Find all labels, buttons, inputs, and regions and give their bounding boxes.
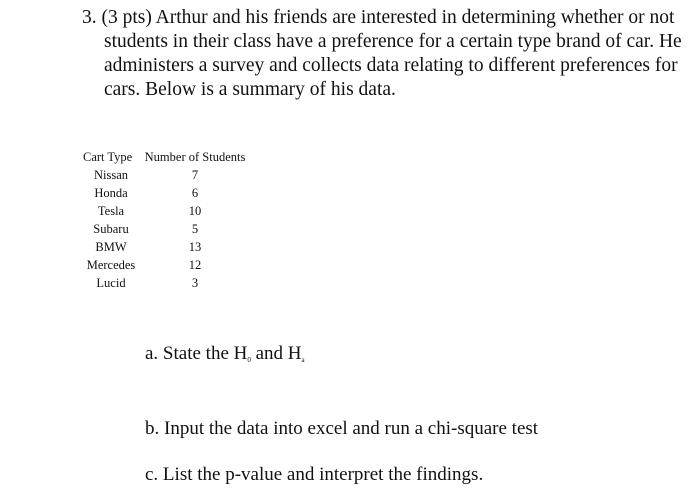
car-type-cell: Subaru: [93, 222, 129, 236]
table-header-row: [83, 148, 251, 166]
table-row: [83, 274, 251, 292]
part-a-middle: and H: [255, 343, 302, 364]
student-count-cell: 7: [191, 168, 199, 182]
car-preference-table: [83, 148, 251, 292]
header-number-of-students: Number of Students: [144, 150, 246, 164]
part-c-prompt: c. List the p-value and interpret the findings.: [145, 464, 484, 485]
table-row: [83, 220, 251, 238]
car-type-cell: Honda: [94, 186, 128, 200]
car-type-cell: Tesla: [97, 204, 125, 218]
student-count-cell: 3: [191, 276, 199, 290]
car-type-cell: Nissan: [93, 168, 129, 182]
car-type-cell: BMW: [95, 240, 127, 254]
table-row: [83, 202, 251, 220]
null-hypothesis-subscript: 0: [247, 356, 251, 364]
table-row: [83, 256, 251, 274]
student-count-cell: 13: [188, 240, 202, 254]
table-row: [83, 238, 251, 256]
alternative-hypothesis-subscript: a: [301, 356, 305, 364]
question-text: [82, 6, 682, 102]
question-stem: (3 pts) Arthur and his friends are interested in determining whether or not students in their class have a preference for a certain type brand of car. He administers a survey and collects data relating to different preferences for cars. Below is a summary of his data.: [101, 7, 682, 100]
student-count-cell: 12: [188, 258, 202, 272]
part-b-prompt: b. Input the data into excel and run a chi-square test: [145, 418, 539, 439]
part-a-prompt: [145, 342, 305, 372]
table-row: [83, 184, 251, 202]
car-type-cell: Mercedes: [86, 258, 136, 272]
header-cart-type: Cart Type: [83, 150, 133, 164]
table-row: [83, 166, 251, 184]
student-count-cell: 10: [188, 204, 202, 218]
student-count-cell: 6: [191, 186, 199, 200]
part-a-prefix: a. State the H: [145, 343, 248, 364]
student-count-cell: 5: [191, 222, 199, 236]
car-type-cell: Lucid: [96, 276, 126, 290]
question-number: 3.: [82, 7, 97, 28]
